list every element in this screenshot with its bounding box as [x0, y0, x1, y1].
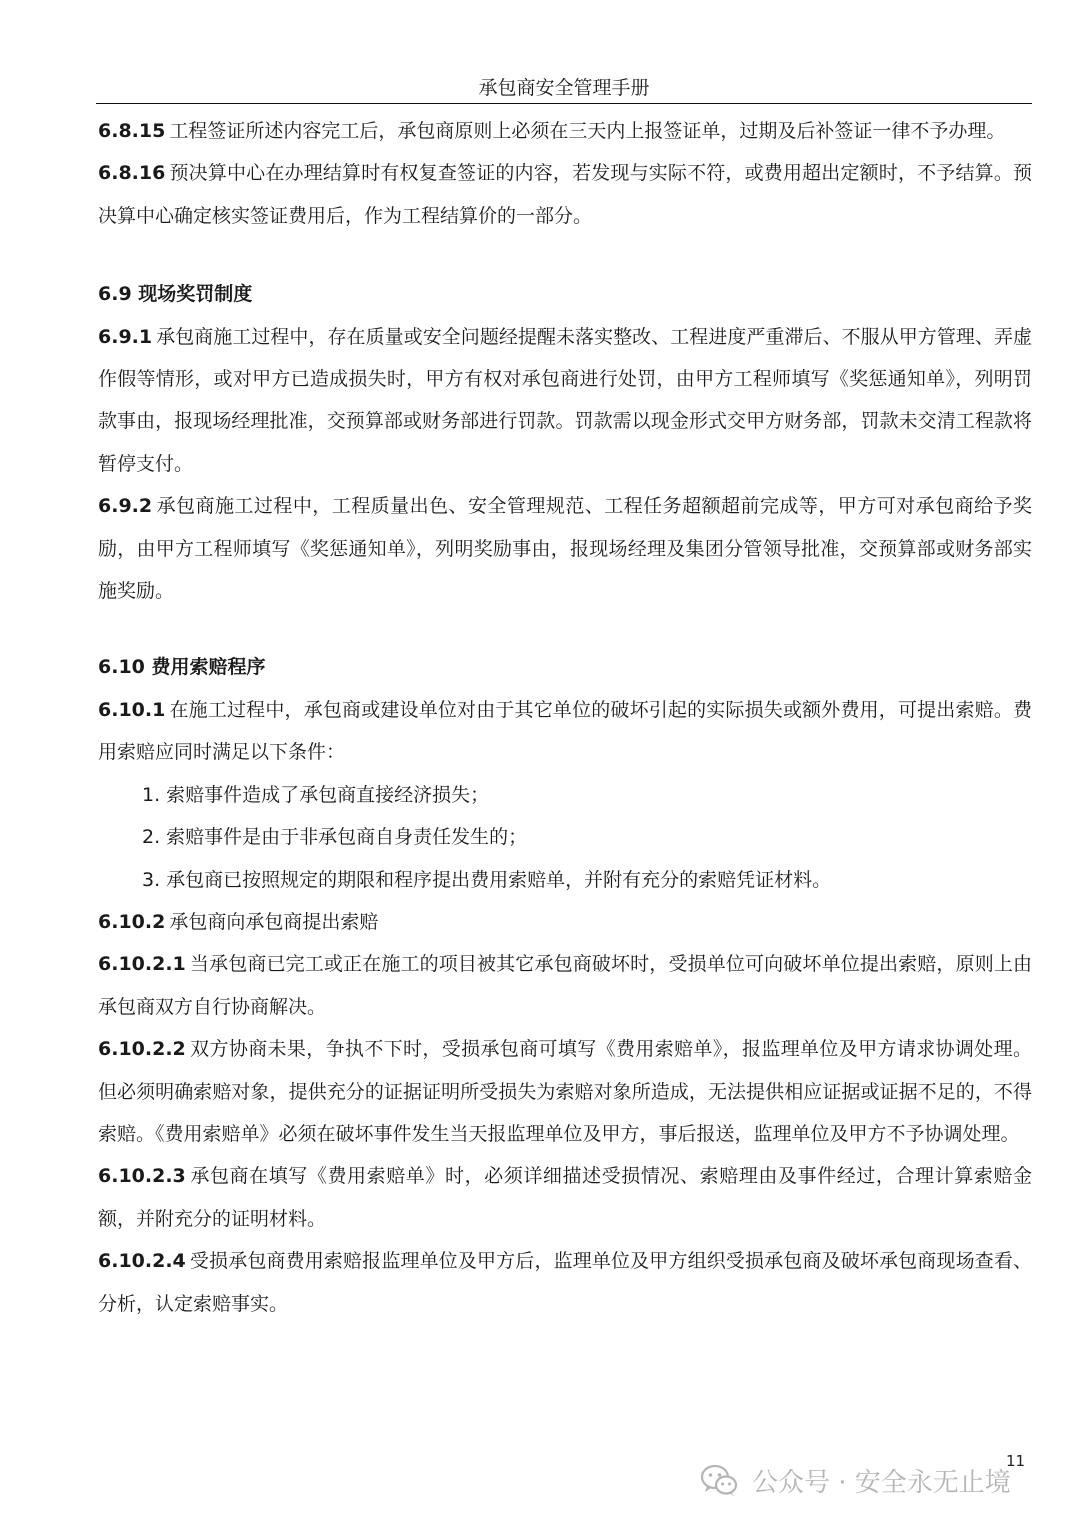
clause-6-10-2-1: [98, 943, 1032, 1028]
clause-6-8-16: [98, 152, 1032, 237]
clause-text: 承包商向承包商提出索赔: [169, 910, 379, 933]
clause-6-9-2: [98, 485, 1032, 612]
clause-number: 6.9.1: [98, 325, 153, 348]
clause-number: 6.10.2.2: [98, 1038, 186, 1061]
clause-text: 预决算中心在办理结算时有权复查签证的内容，若发现与实际不符，或费用超出定额时，不予结算。预决算中心确定核实签证费用后，作为工程结算价的一部分。: [98, 162, 1032, 227]
clause-6-8-15: [98, 110, 1032, 152]
clause-6-10-1: [98, 689, 1032, 774]
clause-number: 6.9.2: [98, 495, 153, 518]
clause-text: 在施工过程中，承包商或建设单位对由于其它单位的破坏引起的实际损失或额外费用，可提出索赔。费用索赔应同时满足以下条件：: [98, 698, 1032, 764]
page-header-title: 承包商安全管理手册: [478, 77, 650, 99]
wechat-icon: [700, 1463, 738, 1497]
watermark-text: 公众号 · 安全永无止境: [752, 1467, 1011, 1498]
document-body: [98, 110, 1032, 1325]
clause-6-9-1: [98, 316, 1032, 486]
clause-text: 受损承包商费用索赔报监理单位及甲方后，监理单位及甲方组织受损承包商及破坏承包商现场查看、分析，认定索赔事实。: [98, 1250, 1032, 1315]
clause-6-10-2: [98, 901, 1032, 943]
clause-number: 6.10.2.4: [98, 1250, 186, 1273]
page-number: 11: [1006, 1452, 1026, 1470]
condition-item-2: 2. 索赔事件是由于非承包商自身责任发生的；: [142, 826, 528, 849]
header-divider: [96, 103, 1032, 104]
clause-number: 6.8.15: [98, 120, 166, 142]
watermark: [700, 1458, 1011, 1502]
section-heading-6-9: 6.9 现场奖罚制度: [98, 283, 253, 306]
clause-6-10-2-2: [98, 1028, 1032, 1155]
section-heading-6-10: 6.10 费用索赔程序: [98, 656, 266, 679]
clause-text: 工程签证所述内容完工后，承包商原则上必须在三天内上报签证单，过期及后补签证一律不予办理。: [169, 120, 1006, 142]
clause-number: 6.10.2.3: [98, 1165, 186, 1188]
clause-text: 承包商在填写《费用索赔单》时，必须详细描述受损情况、索赔理由及事件经过，合理计算索赔金额，并附充分的证明材料。: [98, 1165, 1032, 1230]
spacer: [98, 612, 1032, 646]
clause-number: 6.8.16: [98, 162, 166, 185]
clause-text: 承包商施工过程中，工程质量出色、安全管理规范、工程任务超额超前完成等，甲方可对承包商给予奖励，由甲方工程师填写《奖惩通知单》，列明奖励事由，报现场经理及集团分管领导批准，交预算部或财务部实施奖励。: [98, 495, 1032, 603]
clause-text: 当承包商已完工或正在施工的项目被其它承包商破坏时，受损单位可向破坏单位提出索赔，原则上由承包商双方自行协商解决。: [98, 953, 1032, 1018]
spacer: [98, 237, 1032, 273]
clause-text: 双方协商未果，争执不下时，受损承包商可填写《费用索赔单》，报监理单位及甲方请求协调处理。但必须明确索赔对象，提供充分的证据证明所受损失为索赔对象所造成，无法提供相应证据或证据不足的，不得索赔。《费用索赔单》必须在破坏事件发生当天报监理单位及甲方，事后报送，监理单位及甲方不予协调处理。: [98, 1038, 1032, 1145]
condition-item-1: 1. 索赔事件造成了承包商直接经济损失；: [142, 783, 490, 806]
clause-text: 承包商施工过程中，存在质量或安全问题经提醒未落实整改、工程进度严重滞后、不服从甲方管理、弄虚作假等情形，或对甲方已造成损失时，甲方有权对承包商进行处罚，由甲方工程师填写《奖惩通知单》，列明罚款事由，报现场经理批准，交预算部或财务部进行罚款。罚款需以现金形式交甲方财务部，罚款未交清工程款将暂停支付。: [98, 325, 1032, 475]
clause-6-10-2-3: [98, 1155, 1032, 1240]
condition-item-3: 3. 承包商已按照规定的期限和程序提出费用索赔单，并附有充分的索赔凭证材料。: [142, 868, 832, 891]
clause-number: 6.10.2.1: [98, 953, 186, 976]
clause-number: 6.10.2: [98, 910, 166, 933]
clause-6-10-2-4: [98, 1240, 1032, 1325]
clause-number: 6.10.1: [98, 698, 166, 721]
